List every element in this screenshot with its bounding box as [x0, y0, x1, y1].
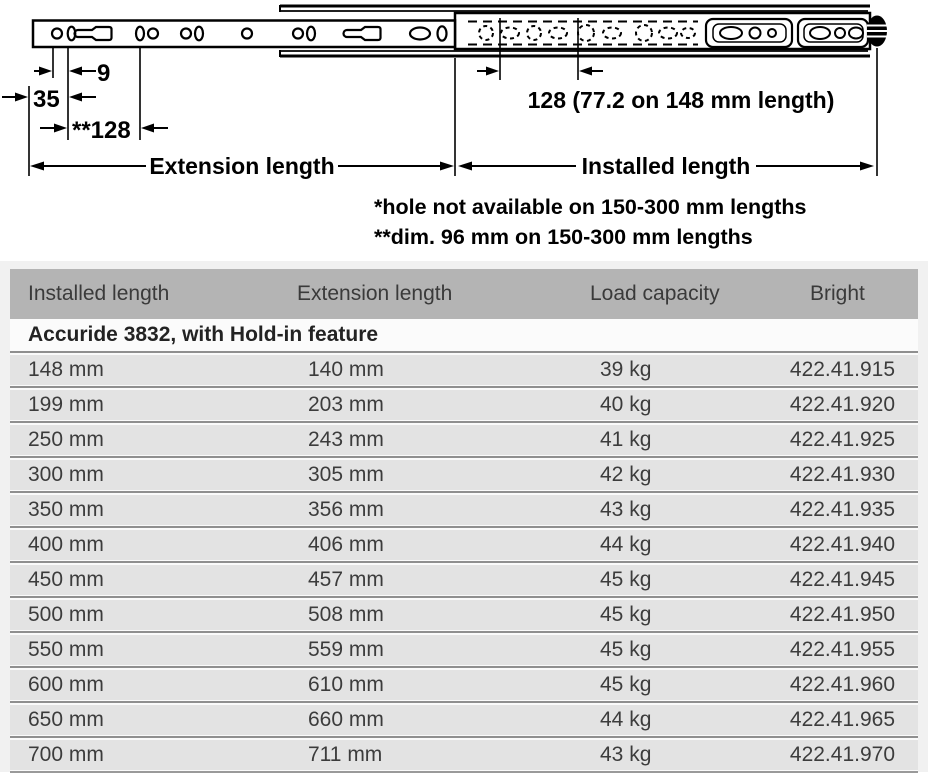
table-row — [10, 667, 918, 702]
table-row — [10, 562, 918, 597]
extension-length-label: Extension length — [149, 153, 335, 179]
cell-extension-length: 711 mm — [297, 737, 590, 772]
product-group-title: Accuride 3832, with Hold-in feature — [28, 323, 379, 346]
cell-installed-length: 650 mm — [10, 702, 297, 737]
cell-extension-length: 243 mm — [297, 422, 590, 457]
col-installed-length: Installed length — [28, 282, 170, 305]
cell-installed-length: 550 mm — [10, 632, 297, 667]
cell-load-capacity: 45 kg — [590, 667, 733, 702]
cell-load-capacity: 39 kg — [590, 352, 733, 387]
cell-extension-length: 508 mm — [297, 597, 590, 632]
col-finish-bright: Bright — [810, 282, 865, 305]
cell-extension-length: 660 mm — [297, 702, 590, 737]
cell-extension-length: 610 mm — [297, 667, 590, 702]
table-row — [10, 702, 918, 737]
cell-installed-length: 700 mm — [10, 737, 297, 772]
table-row — [10, 387, 918, 422]
cell-extension-length: 406 mm — [297, 527, 590, 562]
col-extension-length: Extension length — [297, 282, 453, 305]
cell-load-capacity: 44 kg — [590, 702, 733, 737]
cell-article-number: 422.41.915 — [733, 352, 918, 387]
cell-installed-length: 450 mm — [10, 562, 297, 597]
cell-article-number: 422.41.925 — [733, 422, 918, 457]
cell-article-number: 422.41.960 — [733, 667, 918, 702]
cell-installed-length: 500 mm — [10, 597, 297, 632]
table-row — [10, 632, 918, 667]
cell-installed-length: 600 mm — [10, 667, 297, 702]
table-row — [10, 422, 918, 457]
col-load-capacity: Load capacity — [590, 282, 720, 305]
footnote-hole-availability: *hole not available on 150-300 mm lengths — [374, 195, 807, 219]
spec-table-section — [0, 261, 928, 772]
cell-article-number: 422.41.930 — [733, 457, 918, 492]
table-header-row — [10, 269, 918, 319]
table-row — [10, 527, 918, 562]
cabinet-member-drawing — [455, 13, 888, 49]
cell-load-capacity: 43 kg — [590, 492, 733, 527]
dim-128-label: **128 — [72, 117, 131, 144]
cell-article-number: 422.41.950 — [733, 597, 918, 632]
table-row — [10, 597, 918, 632]
cell-extension-length: 203 mm — [297, 387, 590, 422]
cell-extension-length: 356 mm — [297, 492, 590, 527]
cell-installed-length: 199 mm — [10, 387, 297, 422]
cell-load-capacity: 45 kg — [590, 597, 733, 632]
cell-article-number: 422.41.965 — [733, 702, 918, 737]
table-row — [10, 457, 918, 492]
cell-load-capacity: 45 kg — [590, 562, 733, 597]
product-group-row — [10, 319, 918, 352]
drawer-slide-diagram — [0, 0, 928, 262]
table-row — [10, 492, 918, 527]
cell-installed-length: 400 mm — [10, 527, 297, 562]
spec-table — [10, 269, 918, 773]
table-row — [10, 352, 918, 387]
drawer-member-drawing — [33, 21, 455, 48]
cell-load-capacity: 45 kg — [590, 632, 733, 667]
cell-article-number: 422.41.940 — [733, 527, 918, 562]
cell-installed-length: 300 mm — [10, 457, 297, 492]
cell-load-capacity: 44 kg — [590, 527, 733, 562]
cell-extension-length: 140 mm — [297, 352, 590, 387]
cell-load-capacity: 41 kg — [590, 422, 733, 457]
installed-length-label: Installed length — [581, 153, 751, 179]
cell-article-number: 422.41.920 — [733, 387, 918, 422]
table-row — [10, 737, 918, 772]
cell-article-number: 422.41.945 — [733, 562, 918, 597]
cell-extension-length: 559 mm — [297, 632, 590, 667]
footnote-dim-96: **dim. 96 mm on 150-300 mm lengths — [374, 225, 753, 249]
table-body — [10, 352, 918, 772]
dim-9-label: 9 — [97, 60, 111, 87]
cell-load-capacity: 40 kg — [590, 387, 733, 422]
cell-installed-length: 350 mm — [10, 492, 297, 527]
cell-load-capacity: 43 kg — [590, 737, 733, 772]
cell-installed-length: 148 mm — [10, 352, 297, 387]
cell-article-number: 422.41.970 — [733, 737, 918, 772]
cell-installed-length: 250 mm — [10, 422, 297, 457]
dim-35-label: 35 — [33, 86, 60, 113]
cell-article-number: 422.41.935 — [733, 492, 918, 527]
cell-extension-length: 305 mm — [297, 457, 590, 492]
slide-drawing-svg — [0, 0, 928, 261]
cell-extension-length: 457 mm — [297, 562, 590, 597]
dim-128-installed-label: 128 (77.2 on 148 mm length) — [527, 87, 835, 113]
cell-article-number: 422.41.955 — [733, 632, 918, 667]
cell-load-capacity: 42 kg — [590, 457, 733, 492]
